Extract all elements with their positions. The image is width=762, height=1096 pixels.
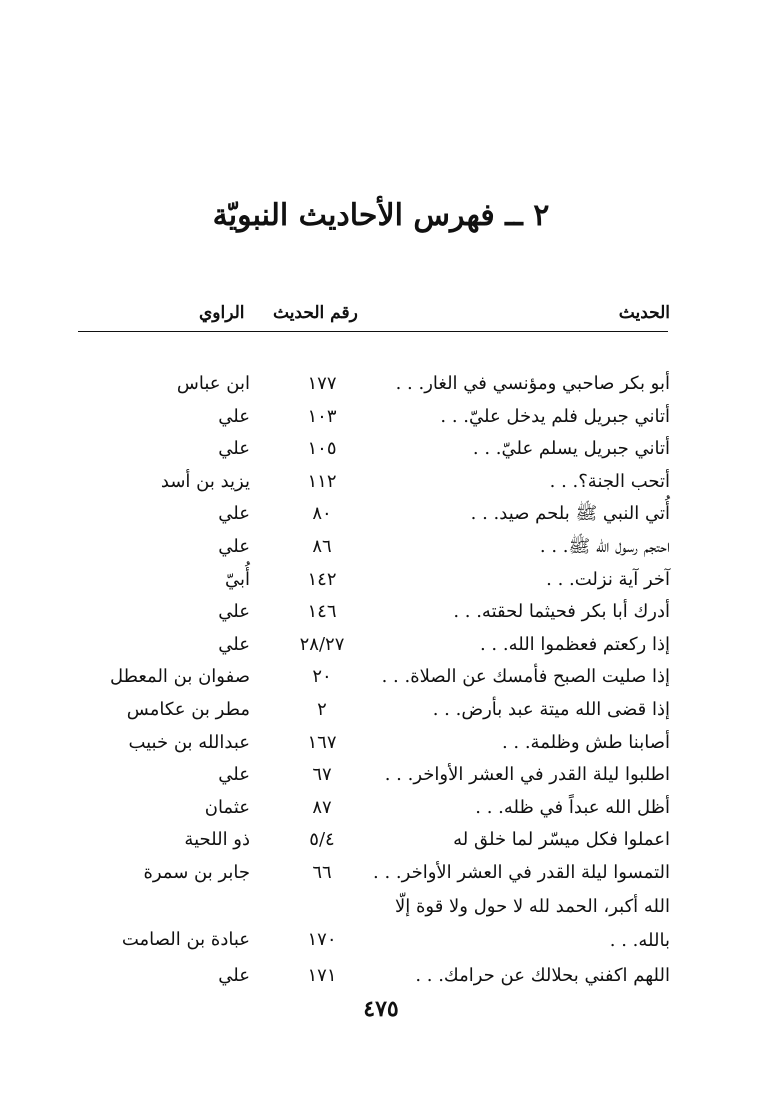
narrator-name: مطر بن عكامس	[126, 698, 250, 720]
hadith-number: ٢٨/٢٧	[299, 633, 345, 655]
hadith-text: التمسوا ليلة القدر في العشر الأواخر. . .	[373, 861, 670, 883]
narrator-name: علي	[218, 601, 250, 623]
narrator-name: علي	[218, 503, 250, 525]
header-divider	[78, 331, 668, 332]
hadith-number: ٥/٤	[309, 829, 335, 851]
index-entry	[0, 727, 762, 760]
hadith-text: أدرك أبا بكر فحيثما لحقته. . .	[453, 601, 670, 623]
narrator-name: علي	[218, 764, 250, 786]
narrator-name: علي	[218, 438, 250, 460]
column-header-hadith: الحديث	[618, 303, 670, 323]
hadith-text: إذا صليت الصبح فأمسك عن الصلاة. . .	[381, 666, 670, 688]
hadith-text: الله أكبر، الحمد لله لا حول ولا قوة إلّا بالله. . .	[395, 895, 670, 951]
narrator-name: أُبيّ	[224, 568, 250, 590]
hadith-number: ٨٧	[312, 796, 332, 818]
hadith-number: ١٧٠	[307, 928, 337, 950]
hadith-text: آخر آية نزلت. . .	[546, 568, 670, 590]
column-header-narrator: الراوي	[199, 303, 245, 323]
narrator-name: علي	[218, 633, 250, 655]
index-entry	[0, 792, 762, 825]
hadith-text: أظل الله عبداً في ظله. . .	[475, 796, 670, 818]
index-entry	[0, 401, 762, 434]
narrator-name: جابر بن سمرة	[143, 861, 250, 883]
hadith-number: ١٦٧	[307, 731, 337, 753]
hadith-text: أتحب الجنة؟. . .	[549, 470, 670, 492]
index-entry	[0, 564, 762, 597]
hadith-text: أتاني جبريل فلم يدخل عليّ. . .	[440, 405, 670, 427]
hadith-number: ١٠٥	[307, 438, 337, 460]
hadith-text: إذا ركعتم فعظموا الله. . .	[479, 633, 670, 655]
hadith-number: ١٧٧	[307, 373, 337, 394]
index-entry	[0, 890, 762, 960]
hadith-number: ٢	[317, 698, 327, 720]
hadith-number: ٨٦	[312, 535, 332, 557]
hadith-text: أصابنا طش وظلمة. . .	[501, 731, 670, 753]
narrator-name: ابن عباس	[176, 373, 250, 394]
narrator-name: علي	[218, 964, 250, 986]
index-entry	[0, 596, 762, 629]
index-entry	[0, 759, 762, 792]
hadith-number: ٦٦	[312, 861, 332, 883]
index-entry	[0, 498, 762, 531]
hadith-number: ١٤٢	[307, 568, 337, 590]
hadith-text: أتاني جبريل يسلم عليّ. . .	[472, 438, 670, 460]
column-header-number: رقم الحديث	[273, 303, 358, 323]
hadith-text: أُتي النبي ﷺ بلحم صيد. . .	[470, 503, 670, 525]
hadith-text: اعملوا فكل ميسّر لما خلق له	[453, 829, 670, 851]
hadith-text: إذا قضى الله ميتة عبد بأرض. . .	[432, 698, 670, 720]
narrator-name: يزيد بن أسد	[160, 470, 250, 492]
narrator-name: عثمان	[204, 796, 250, 818]
index-entry	[0, 824, 762, 857]
hadith-number: ١٠٣	[307, 405, 337, 427]
hadith-number: ٨٠	[312, 503, 332, 525]
narrator-name: عبدالله بن خبيب	[128, 731, 250, 753]
index-entry	[0, 368, 762, 401]
hadith-number: ٢٠	[312, 666, 332, 688]
hadith-index-list	[0, 368, 762, 992]
hadith-text: اللهم اكفني بحلالك عن حرامك. . .	[415, 964, 670, 986]
index-entry	[0, 694, 762, 727]
index-entry	[0, 466, 762, 499]
narrator-name: عبادة بن الصامت	[121, 928, 250, 950]
page-title: ٢ ــ فهرس الأحاديث النبويّة	[212, 198, 550, 233]
narrator-name: علي	[218, 535, 250, 557]
hadith-number: ١٧١	[307, 964, 337, 986]
narrator-name: علي	[218, 405, 250, 427]
hadith-number: ١١٢	[307, 470, 337, 492]
hadith-number: ١٤٦	[307, 601, 337, 623]
hadith-text: أبو بكر صاحبي ومؤنسي في الغار. . .	[395, 373, 670, 394]
index-entry	[0, 433, 762, 466]
index-entry	[0, 629, 762, 662]
hadith-text: اطلبوا ليلة القدر في العشر الأواخر. . .	[384, 764, 670, 786]
narrator-name: ذو اللحية	[184, 829, 250, 851]
index-entry	[0, 661, 762, 694]
index-entry	[0, 857, 762, 890]
index-entry	[0, 531, 762, 564]
hadith-text: احتجم رسول الله ﷺ. . .	[539, 535, 670, 557]
narrator-name: صفوان بن المعطل	[109, 666, 250, 688]
page-number: ٤٧٥	[363, 996, 399, 1022]
index-entry	[0, 960, 762, 993]
hadith-number: ٦٧	[312, 764, 332, 786]
